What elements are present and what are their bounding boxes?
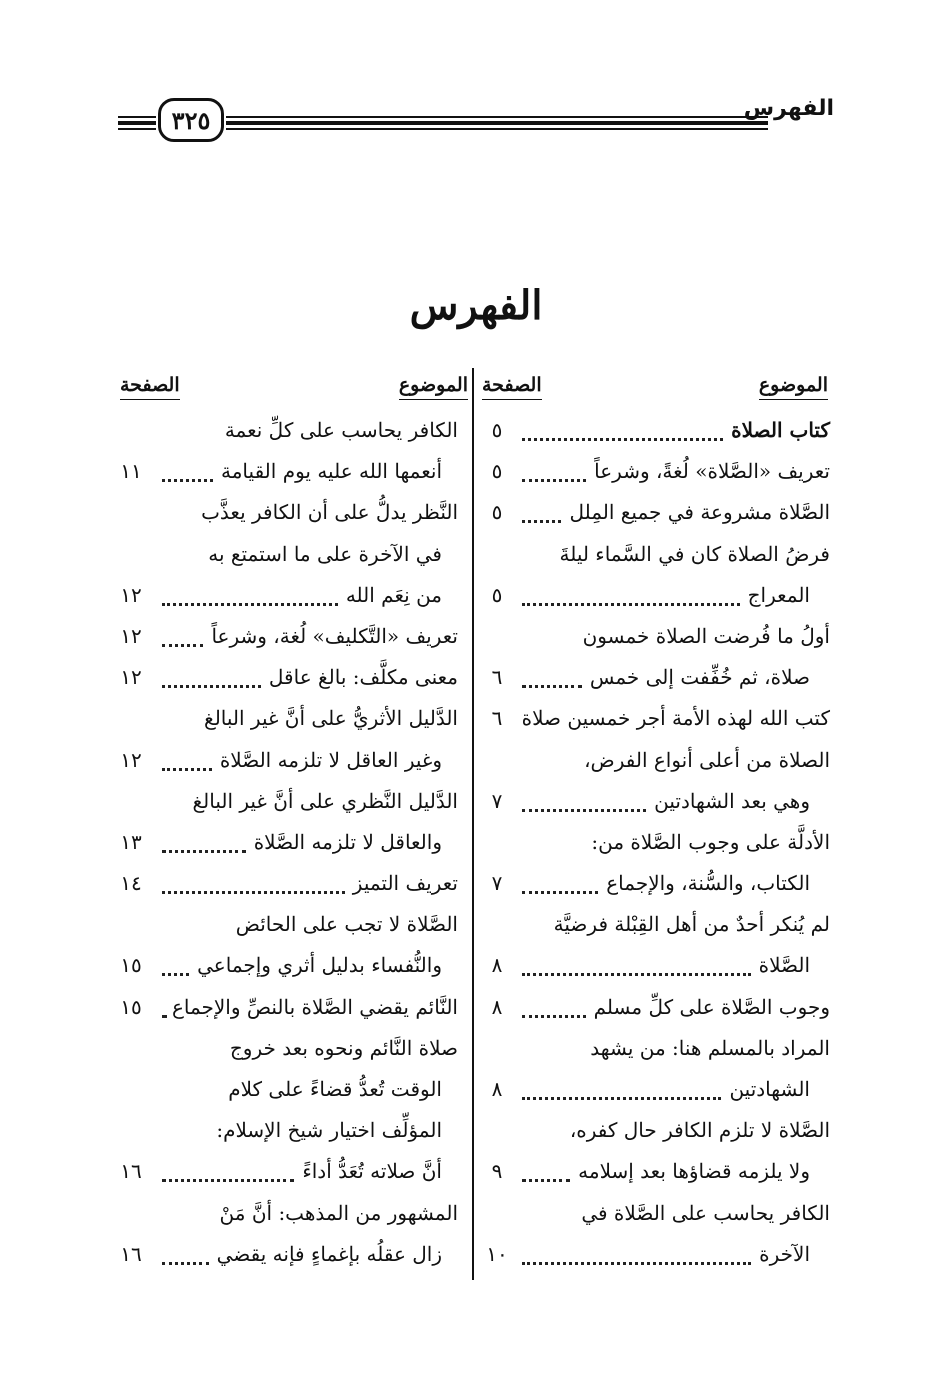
dot-leader	[162, 479, 213, 482]
index-entry	[112, 1195, 472, 1236]
dot-leader	[522, 603, 740, 606]
index-entry	[472, 494, 832, 535]
entry-page-number: ٨	[491, 994, 503, 1019]
entry-topic: المراد بالمسلم هنا: من يشهد	[590, 1035, 830, 1060]
index-entry	[112, 700, 472, 741]
entry-topic: الدَّليل الأثريُّ على أنَّ غير البالغ	[204, 706, 458, 731]
dot-leader	[522, 1262, 751, 1265]
dot-leader	[522, 809, 646, 812]
page-header: الصفحة	[482, 374, 542, 396]
dot-leader	[162, 685, 261, 688]
entry-topic: صلاة النَّائم ونحوه بعد خروج	[229, 1035, 458, 1060]
topic-header: الموضوع	[398, 374, 468, 396]
index-entry	[112, 1112, 472, 1153]
entry-topic: لم يُنكر أحدٌ من أهل القِبْلة فرضيَّة	[553, 912, 830, 937]
entry-topic: كتب الله لهذه الأمة أجر خمسين صلاة	[521, 706, 830, 731]
dot-leader	[522, 1179, 570, 1182]
entry-topic: الصَّلاة مشروعة في جميع المِلل	[569, 500, 830, 525]
entry-page-number: ١٠	[486, 1241, 508, 1266]
entry-page-number: ١٣	[120, 829, 142, 854]
dot-leader	[522, 891, 598, 894]
page-number: ٣٢٥	[171, 105, 211, 135]
index-entry	[112, 906, 472, 947]
header-rule	[118, 128, 156, 130]
entry-page-number: ٥	[491, 418, 503, 442]
index-entry	[472, 453, 832, 494]
entry-topic: الشهادتين	[729, 1077, 810, 1101]
entry-page-number: ٥	[491, 500, 503, 525]
entry-topic: الآخرة	[759, 1241, 810, 1266]
entry-topic: صلاة، ثم خُفِّفت إلى خمس	[589, 665, 810, 690]
entry-topic: النَّظر يدلُّ على أن الكافر يعذَّب	[201, 500, 458, 525]
dot-leader	[162, 891, 345, 894]
index-entry	[472, 1236, 832, 1277]
page-number-badge	[158, 98, 224, 142]
entry-page-number: ١٦	[120, 1241, 142, 1266]
running-header	[118, 94, 834, 148]
dot-leader	[522, 479, 586, 482]
topic-header: الموضوع	[758, 374, 828, 396]
entry-topic: والعاقل لا تلزمه الصَّلاة	[253, 829, 442, 854]
entry-topic: وغير العاقل لا تلزمه الصَّلاة	[219, 747, 442, 772]
index-rows	[112, 412, 472, 1277]
index-entry	[112, 536, 472, 577]
entry-topic: الدَّليل النَّظري على أنَّ غير البالغ	[192, 788, 458, 813]
index-entry	[472, 865, 832, 906]
dot-leader	[162, 603, 338, 606]
index-entry	[112, 659, 472, 700]
entry-topic: فرضُ الصلاة كان في السَّماء ليلةَ	[559, 541, 830, 566]
index-entry	[472, 577, 832, 618]
index-entry	[472, 536, 832, 577]
index-entry	[472, 1112, 832, 1153]
dot-leader	[162, 1015, 164, 1018]
entry-page-number: ١٢	[120, 747, 142, 772]
dot-leader	[522, 1097, 721, 1100]
entry-topic: الأدلَّة على وجوب الصَّلاة من:	[591, 829, 830, 854]
entry-topic: الصَّلاة لا تلزم الكافر حال كفره،	[569, 1118, 830, 1143]
index-entry	[112, 989, 472, 1030]
page-header: الصفحة	[120, 374, 180, 396]
index-entry	[112, 1030, 472, 1071]
index-entry	[112, 947, 472, 988]
header-rule	[118, 121, 156, 125]
entry-topic: المعراج	[747, 582, 810, 607]
entry-topic: الصلاة من أعلى أنواع الفرض،	[584, 747, 830, 772]
index-entry	[112, 1153, 472, 1194]
entry-topic: وهي بعد الشهادتين	[654, 788, 810, 813]
entry-page-number: ١٦	[120, 1159, 142, 1184]
page-title: الفهرس	[409, 282, 543, 329]
entry-topic: أنعمها الله عليه يوم القيامة	[221, 459, 442, 484]
dot-leader	[162, 1179, 294, 1182]
entry-page-number: ١٥	[120, 994, 142, 1019]
entry-page-number: ٥	[491, 582, 503, 607]
entry-topic: الكافر يحاسب على الصَّلاة في	[581, 1200, 830, 1225]
entry-page-number: ٦	[491, 706, 503, 731]
dot-leader	[162, 644, 203, 647]
index-entry	[112, 783, 472, 824]
entry-topic: وجوب الصَّلاة على كلِّ مسلم	[593, 994, 830, 1019]
index-column-left	[112, 368, 472, 1280]
dot-leader	[162, 768, 212, 771]
entry-page-number: ١٢	[120, 582, 142, 607]
entry-page-number: ١٤	[120, 871, 142, 896]
entry-page-number: ١٢	[120, 623, 142, 648]
dot-leader	[522, 685, 582, 688]
entry-page-number: ١٥	[120, 953, 142, 978]
entry-topic: الصَّلاة	[758, 953, 810, 978]
entry-page-number: ٩	[491, 1159, 503, 1184]
header-rule	[118, 116, 156, 118]
index-entry	[472, 906, 832, 947]
index-entry	[112, 412, 472, 453]
dot-leader	[162, 973, 189, 976]
entry-topic: الكتاب، والسُّنة، والإجماع	[606, 871, 810, 896]
entry-topic: الصَّلاة لا تجب على الحائض	[235, 912, 458, 937]
entry-page-number: ٨	[491, 1077, 503, 1101]
entry-topic: والنُّفساء بدليل أثري وإجماعي	[197, 953, 442, 978]
index-entry	[472, 618, 832, 659]
dot-leader	[522, 520, 561, 523]
index-entry	[472, 1071, 832, 1112]
index-column-right	[472, 368, 832, 1280]
dot-leader	[522, 973, 751, 976]
index-entry	[112, 453, 472, 494]
running-title: الفهرس	[743, 96, 834, 121]
entry-topic: تعريف «الصَّلاة» لُغةً، وشرعاً	[594, 459, 830, 484]
index-entry	[112, 865, 472, 906]
index-entry	[472, 412, 832, 453]
entry-topic: معنى مكلَّف: بالغ عاقل	[268, 665, 458, 690]
entry-topic: المشهور من المذهب: أنَّ مَنْ	[219, 1200, 458, 1225]
index-entry	[112, 577, 472, 618]
index-entry	[472, 783, 832, 824]
index-entry	[112, 1236, 472, 1277]
index-entry	[472, 1195, 832, 1236]
index-entry	[112, 1071, 472, 1112]
index-entry	[112, 742, 472, 783]
index-entry	[112, 494, 472, 535]
index-entry	[472, 947, 832, 988]
index-entry	[472, 989, 832, 1030]
entry-topic: أنَّ صلاته تُعَدُّ أداءً	[302, 1159, 442, 1184]
index-entry	[472, 700, 832, 741]
index-entry	[112, 618, 472, 659]
index-entry	[472, 659, 832, 700]
entry-page-number: ١١	[120, 459, 142, 484]
entry-topic: الوقت تُعدُّ قضاءً على كلام	[228, 1077, 442, 1101]
entry-topic: المؤلِّف اختيار شيخ الإسلام:	[216, 1118, 442, 1143]
index-rows	[472, 412, 832, 1277]
index-table	[112, 368, 832, 1280]
entry-page-number: ٧	[491, 871, 503, 896]
entry-topic: ولا يلزمه قضاؤها بعد إسلامه	[578, 1159, 810, 1184]
entry-topic: كتاب الصلاة	[731, 418, 830, 442]
column-header	[472, 368, 832, 408]
entry-page-number: ٨	[491, 953, 503, 978]
entry-page-number: ١٢	[120, 665, 142, 690]
entry-page-number: ٧	[491, 788, 503, 813]
dot-leader	[522, 1015, 586, 1018]
entry-topic: تعريف «التَّكليف» لُغة، وشرعاً	[211, 623, 458, 648]
entry-topic: النَّائم يقضي الصَّلاة بالنصِّ والإجماع	[171, 994, 458, 1019]
dot-leader	[162, 1262, 209, 1265]
entry-topic: من نِعَم الله	[345, 582, 442, 607]
entry-topic: أولُ ما فُرضت الصلاة خمسون	[582, 623, 830, 648]
index-entry	[472, 824, 832, 865]
entry-page-number: ٦	[491, 665, 503, 690]
column-header	[112, 368, 472, 408]
entry-topic: الكافر يحاسب على كلِّ نعمة	[224, 418, 458, 442]
dot-leader	[162, 850, 246, 853]
entry-topic: تعريف التميز	[352, 871, 458, 896]
index-entry	[472, 1153, 832, 1194]
index-entry	[112, 824, 472, 865]
entry-page-number: ٥	[491, 459, 503, 484]
index-entry	[472, 742, 832, 783]
header-rules	[226, 116, 768, 130]
entry-topic: في الآخرة على ما استمتع به	[208, 541, 442, 566]
entry-topic: زال عقلُه بإغماءٍ فإنه يقضي	[216, 1241, 442, 1266]
index-entry	[472, 1030, 832, 1071]
dot-leader	[522, 438, 723, 441]
